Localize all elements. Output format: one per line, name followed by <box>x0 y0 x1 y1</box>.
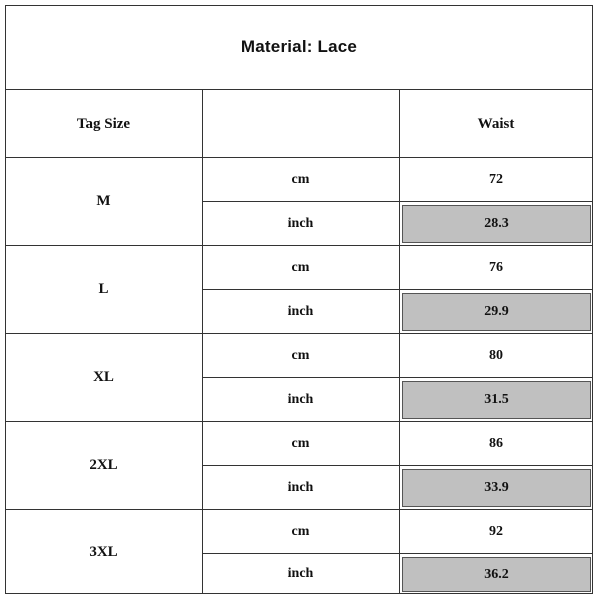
unit-inch-label: inch <box>287 215 314 231</box>
waist-inch-value: 36.2 <box>402 557 591 592</box>
unit-cm-label: cm <box>291 523 310 539</box>
unit-cm-label: cm <box>291 259 310 275</box>
size-label: 3XL <box>89 543 118 560</box>
unit-inch-label: inch <box>287 479 314 495</box>
unit-inch-label: inch <box>287 391 314 407</box>
waist-cm-value: 80 <box>489 347 503 363</box>
chart-title: Material: Lace <box>5 5 593 90</box>
unit-inch-label: inch <box>287 303 314 319</box>
unit-inch-label: inch <box>287 566 314 581</box>
waist-inch-value: 31.5 <box>402 381 591 419</box>
waist-inch-value: 28.3 <box>402 205 591 243</box>
unit-cm-label: cm <box>291 171 310 187</box>
waist-cm-value: 86 <box>489 435 503 451</box>
size-label: XL <box>93 369 114 385</box>
waist-cm-value: 76 <box>489 259 503 275</box>
unit-cm-label: cm <box>291 435 310 451</box>
waist-inch-value: 29.9 <box>402 293 591 331</box>
header-tag-size: Tag Size <box>76 115 131 132</box>
header-unit <box>202 90 399 158</box>
size-label: L <box>98 281 109 297</box>
waist-cm-value: 72 <box>489 171 503 187</box>
waist-cm-value: 92 <box>489 523 503 539</box>
header-waist: Waist <box>477 115 515 132</box>
size-label: 2XL <box>89 457 118 473</box>
waist-inch-value: 33.9 <box>402 469 591 507</box>
unit-cm-label: cm <box>291 347 310 363</box>
size-label: M <box>96 193 111 209</box>
